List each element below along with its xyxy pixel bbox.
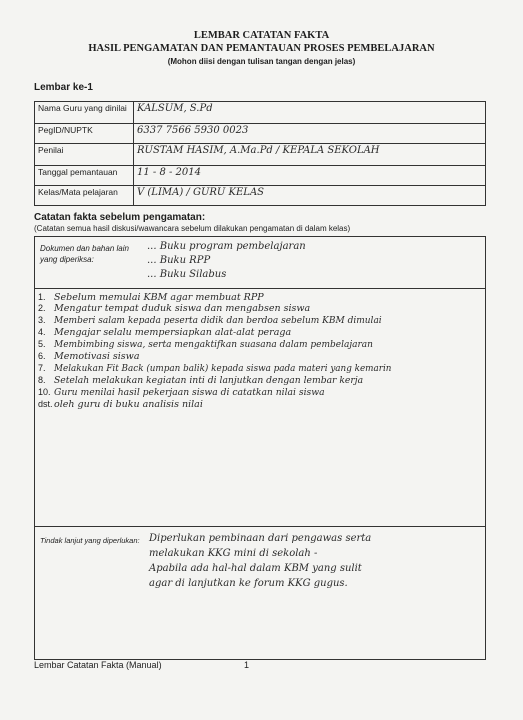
followup-text [149, 531, 371, 591]
page-number: 1 [244, 660, 250, 670]
identity-value: 11 - 8 - 2014 [134, 166, 486, 186]
identity-row [35, 144, 486, 166]
note-item: 3. Memberi salam kepada peserta didik dan berdoa sebelum KBM dimulai [38, 315, 382, 326]
note-item: 1. Sebelum memulai KBM agar membuat RPP [38, 292, 264, 303]
followup-line: melakukan KKG mini di sekolah - [149, 548, 318, 559]
note-item: 4. Mengajar selalu mempersiapkan alat-alat peraga [38, 327, 292, 338]
document-title: LEMBAR CATATAN FAKTA [193, 30, 330, 41]
section-title: Catatan fakta sebelum pengamatan: [34, 212, 206, 223]
document-item: ... Buku program pembelajaran [147, 241, 306, 252]
identity-row [35, 166, 486, 186]
documents-row [35, 237, 485, 289]
followup-line: agar di lanjutkan ke forum KKG gugus. [149, 578, 348, 589]
footer-text: Lembar Catatan Fakta (Manual) [34, 660, 162, 670]
documents-list [147, 240, 306, 282]
identity-row [35, 124, 486, 144]
followup-label: Tindak lanjut yang diperlukan: [40, 536, 140, 545]
identity-row [35, 186, 486, 206]
note-item: 2. Mengatur tempat duduk siswa dan mengabsen siswa [38, 303, 311, 314]
note-item: dst.oleh guru di buku analisis nilai [38, 399, 203, 410]
note-item: 6. Memotivasi siswa [38, 351, 140, 362]
documents-label: Dokumen dan bahan lain yang diperiksa: [40, 244, 129, 264]
identity-row [35, 102, 486, 124]
document-instruction: (Mohon diisi dengan tulisan tangan dengan jelas) [167, 57, 356, 66]
document-subtitle: HASIL PENGAMATAN DAN PEMANTAUAN PROSES PEMBELAJARAN [88, 43, 435, 54]
note-item: 8. Setelah melakukan kegiatan inti di lanjutkan dengan lembar kerja [38, 375, 364, 386]
identity-label: Kelas/Mata pelajaran [35, 186, 134, 206]
identity-label: Tanggal pemantauan [35, 166, 134, 186]
identity-value: KALSUM, S.Pd [134, 102, 486, 124]
section-divider [35, 526, 485, 527]
observation-box [34, 236, 486, 660]
followup-line: Apabila ada hal-hal dalam KBM yang sulit [149, 563, 362, 574]
identity-value: RUSTAM HASIM, A.Ma.Pd / KEPALA SEKOLAH [134, 144, 486, 166]
note-item: 7. Melakukan Fit Back (umpan balik) kepada siswa pada materi yang kemarin [38, 363, 392, 374]
identity-value: V (LIMA) / GURU KELAS [134, 186, 486, 206]
identity-label: PegID/NUPTK [35, 124, 134, 144]
document-item: ... Buku RPP [147, 255, 211, 266]
identity-label: Nama Guru yang dinilai [35, 102, 134, 124]
note-item: 10. Guru menilai hasil pekerjaan siswa di catatkan nilai siswa [38, 387, 325, 398]
identity-label: Penilai [35, 144, 134, 166]
sheet-number-label: Lembar ke-1 [34, 82, 93, 93]
identity-table [34, 101, 486, 206]
note-item: 5. Membimbing siswa, serta mengaktifkan suasana dalam pembelajaran [38, 339, 373, 350]
section-subtitle: (Catatan semua hasil diskusi/wawancara sebelum dilakukan pengamatan di dalam kelas) [34, 224, 351, 233]
followup-line: Diperlukan pembinaan dari pengawas serta [149, 533, 372, 544]
document-item: ... Buku Silabus [147, 269, 227, 280]
identity-value: 6337 7566 5930 0023 [134, 124, 486, 144]
